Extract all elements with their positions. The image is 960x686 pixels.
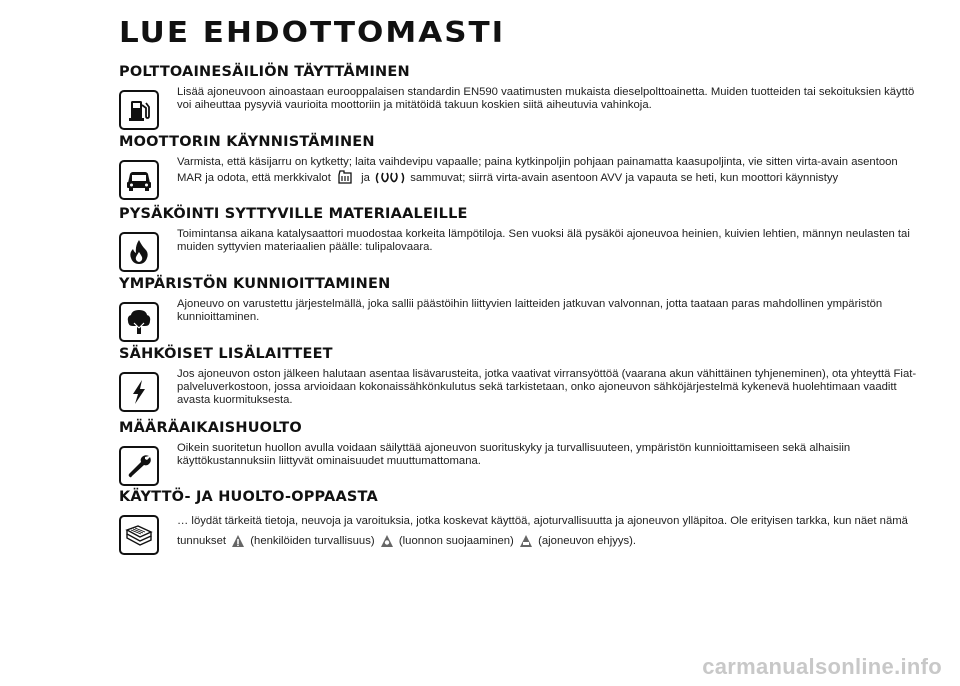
section-text-c: (luonnon suojaaminen)	[398, 535, 514, 547]
section-text: Toimintansa aikana katalysaattori muodostaa korkeita lämpötiloja. Sen vuoksi älä pysäköi ajoneuvoa heinien, kuivien lehtien, männyn neulasten tai muiden syttyvien materiaalien päälle: tulipalovaara.	[177, 228, 910, 253]
page-title: LUE EHDOTTOMASTI	[119, 16, 506, 50]
section-heading: POLTTOAINESÄILIÖN TÄYTTÄMINEN	[119, 64, 410, 80]
section-text: Ajoneuvo on varustettu järjestelmällä, joka sallii päästöihin liittyvien laitteiden jatkuvan valvonnan, jotta taataan paras mahdollinen ympäristön kunnioittaminen.	[177, 298, 883, 323]
section-heading: PYSÄKÖINTI SYTTYVILLE MATERIAALEILLE	[119, 206, 468, 222]
section-manual	[119, 489, 919, 567]
glow-plug-preheat-icon	[375, 171, 405, 189]
section-row	[119, 156, 919, 212]
section-text-a: Varmista, että käsijarru on kytketty; laita vaihdevipu vapaalle; paina kytkinpoljin pohjaan painamatta kaasupoljinta, vie sitten virta-avain asentoon MAR ja odota, että merkkivalot	[177, 156, 898, 184]
warning-vehicle-icon	[519, 534, 533, 555]
section-maintenance	[119, 420, 919, 498]
tree-icon	[119, 302, 159, 342]
flame-icon	[119, 232, 159, 272]
car-front-icon	[119, 160, 159, 200]
section-heading: MÄÄRÄAIKAISHUOLTO	[119, 420, 302, 436]
section-text-b: sammuvat; siirrä virta-avain asentoon AVV ja vapauta se heti, kun moottori käynnistyy	[410, 172, 839, 184]
section-parking	[119, 206, 919, 284]
lightning-icon	[119, 372, 159, 412]
section-row	[119, 368, 919, 424]
book-icon	[119, 515, 159, 555]
section-heading: KÄYTTÖ- JA HUOLTO-OPPAASTA	[119, 489, 378, 505]
section-row	[119, 511, 919, 567]
section-electrical	[119, 346, 919, 424]
section-text-a: … löydät tärkeitä tietoja, neuvoja ja varoituksia, jotka koskevat käyttöä, ajoturvallisuutta ja ajoneuvon ylläpitoa. Ole erityisen tarkka, kun näet nämä tunnukset	[177, 515, 908, 547]
section-text: Lisää ajoneuvoon ainoastaan eurooppalaisen standardin EN590 vaatimusten mukaista dieselpolttoainetta. Muiden tuotteiden tai sekoituksien käyttö voi aiheuttaa pysyviä vaurioita moottoriin ja mitätöidä takuun koskien siitä aiheutuvia vahinkoja.	[177, 86, 915, 111]
section-text: Oikein suoritetun huollon avulla voidaan säilyttää ajoneuvon suorituskyky ja turvallisuuteen, ympäristön kunnioittamiseen sekä alhaisiin käyttökustannuksiin liittyvät ominaisuudet muuttumattomana.	[177, 442, 851, 467]
warning-person-icon	[231, 534, 245, 555]
section-heading: MOOTTORIN KÄYNNISTÄMINEN	[119, 134, 375, 150]
section-text	[177, 156, 919, 189]
fuel-pump-icon	[119, 90, 159, 130]
section-fuel	[119, 64, 919, 142]
section-text: Jos ajoneuvon oston jälkeen halutaan asentaa lisävarusteita, jotka vaativat virransyöttöä (vaarana akun vähittäinen tyhjeneminen), ota yhteyttä Fiat-palveluverkostoon, jossa arvioidaan kokonaissähkönkulutus sekä tarkistetaan, onko ajoneuvon sähköjärjestelmä kykenevä huolehtimaan vaaditt avasta kuormituksesta.	[177, 368, 917, 406]
section-heading: SÄHKÖISET LISÄLAITTEET	[119, 346, 333, 362]
warning-nature-icon	[380, 534, 394, 555]
section-heading: YMPÄRISTÖN KUNNIOITTAMINEN	[119, 276, 391, 292]
wrench-icon	[119, 446, 159, 486]
section-text-mid: ja	[361, 172, 370, 184]
watermark: carmanualsonline.info	[702, 654, 942, 679]
section-text-b: (henkilöiden turvallisuus)	[250, 535, 375, 547]
section-text-d: (ajoneuvon ehjyys).	[538, 535, 637, 547]
section-environment	[119, 276, 919, 354]
glow-plug-warning-icon	[336, 169, 356, 189]
section-text	[177, 511, 919, 555]
section-engine-start	[119, 134, 919, 212]
